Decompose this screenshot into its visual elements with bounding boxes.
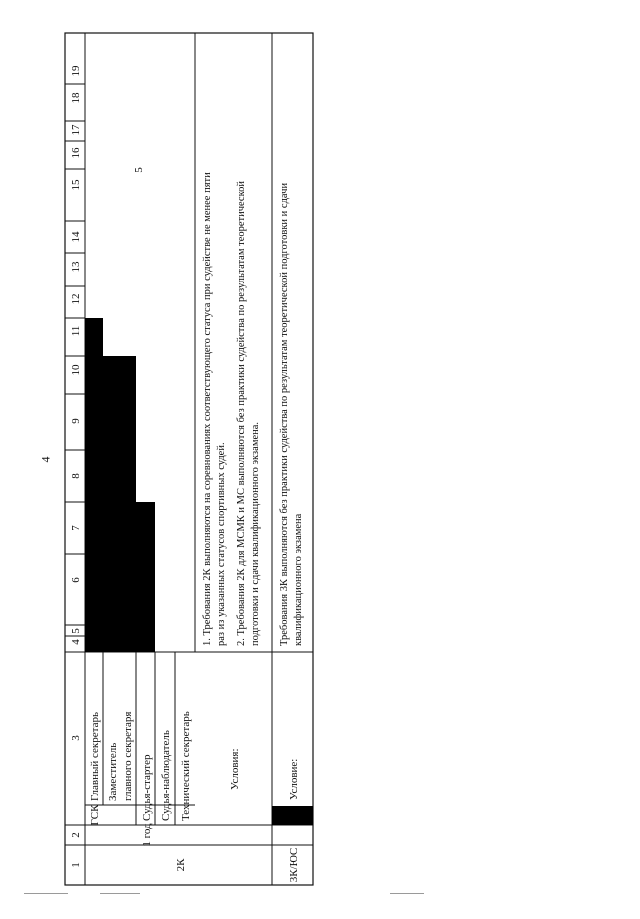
header-number-13: 13: [70, 261, 82, 273]
header-number-19: 19: [70, 65, 82, 77]
header-number-3: 3: [70, 735, 82, 741]
scan-mark-mid: [100, 893, 140, 894]
period-label: 1 год: [141, 823, 153, 847]
bar-3k-col2: [272, 806, 313, 825]
scan-mark-right: [390, 893, 424, 894]
conditions-line-3: 2. Требования 2К для МСМК и МС выполняются без практики судейства по результатам теоретической: [236, 180, 247, 646]
header-number-18: 18: [70, 92, 82, 104]
category-2k: 2К: [175, 858, 187, 872]
header-number-7: 7: [70, 525, 82, 531]
header-number-11: 11: [70, 325, 82, 337]
position-deputy-cont: главного секретаря: [122, 711, 134, 801]
header-number-8: 8: [70, 473, 82, 479]
header-number-2: 2: [70, 832, 82, 838]
gsk-label: ГСК: [89, 804, 101, 826]
header-number-4: 4: [70, 639, 82, 645]
position-deputy: Заместитель: [107, 742, 119, 801]
position-observer: Судья-наблюдатель: [160, 730, 172, 821]
header-numbers: [70, 65, 82, 868]
condition-3k-line-2: квалификационного экзамена: [293, 513, 304, 646]
condition-3k-line-1: Требования 3К выполняются без практики судейства по результатам теоретической подготовки и сдачи: [279, 182, 290, 646]
header-number-1: 1: [70, 862, 82, 868]
position-chief-secretary: Главный секретарь: [89, 712, 101, 801]
column-number-ticks: [65, 84, 85, 636]
conditions-label: Условия:: [229, 748, 241, 790]
condition-3k-label: Условие:: [288, 758, 300, 800]
header-number-6: 6: [70, 577, 82, 583]
position-starter: Судья-стартер: [141, 754, 153, 821]
header-number-14: 14: [70, 231, 82, 243]
count-value: 5: [133, 167, 145, 173]
header-number-12: 12: [70, 293, 82, 305]
header-number-16: 16: [70, 147, 82, 159]
page-number: 4: [38, 456, 53, 463]
conditions-line-4: подготовки и сдачи квалификационного экзамена.: [250, 421, 261, 646]
bar-deputy-secretary: [103, 356, 136, 652]
conditions-line-2: раз из указанных статусов спортивных судей.: [216, 442, 227, 646]
category-3k: 3К/ЮС: [288, 847, 300, 883]
conditions-line-1: 1. Требования 2К выполняются на соревнованиях соответствующего статуса при судействе не менее пяти: [202, 172, 213, 646]
bar-chief-secretary: [85, 318, 103, 652]
header-number-9: 9: [70, 418, 82, 424]
position-tech-secretary: Технический секретарь: [180, 711, 192, 821]
bar-starter: [136, 502, 155, 652]
header-number-10: 10: [70, 364, 82, 376]
header-number-17: 17: [70, 124, 82, 136]
header-number-15: 15: [70, 179, 82, 191]
scan-mark-left: [24, 893, 68, 894]
header-number-5: 5: [70, 628, 82, 634]
